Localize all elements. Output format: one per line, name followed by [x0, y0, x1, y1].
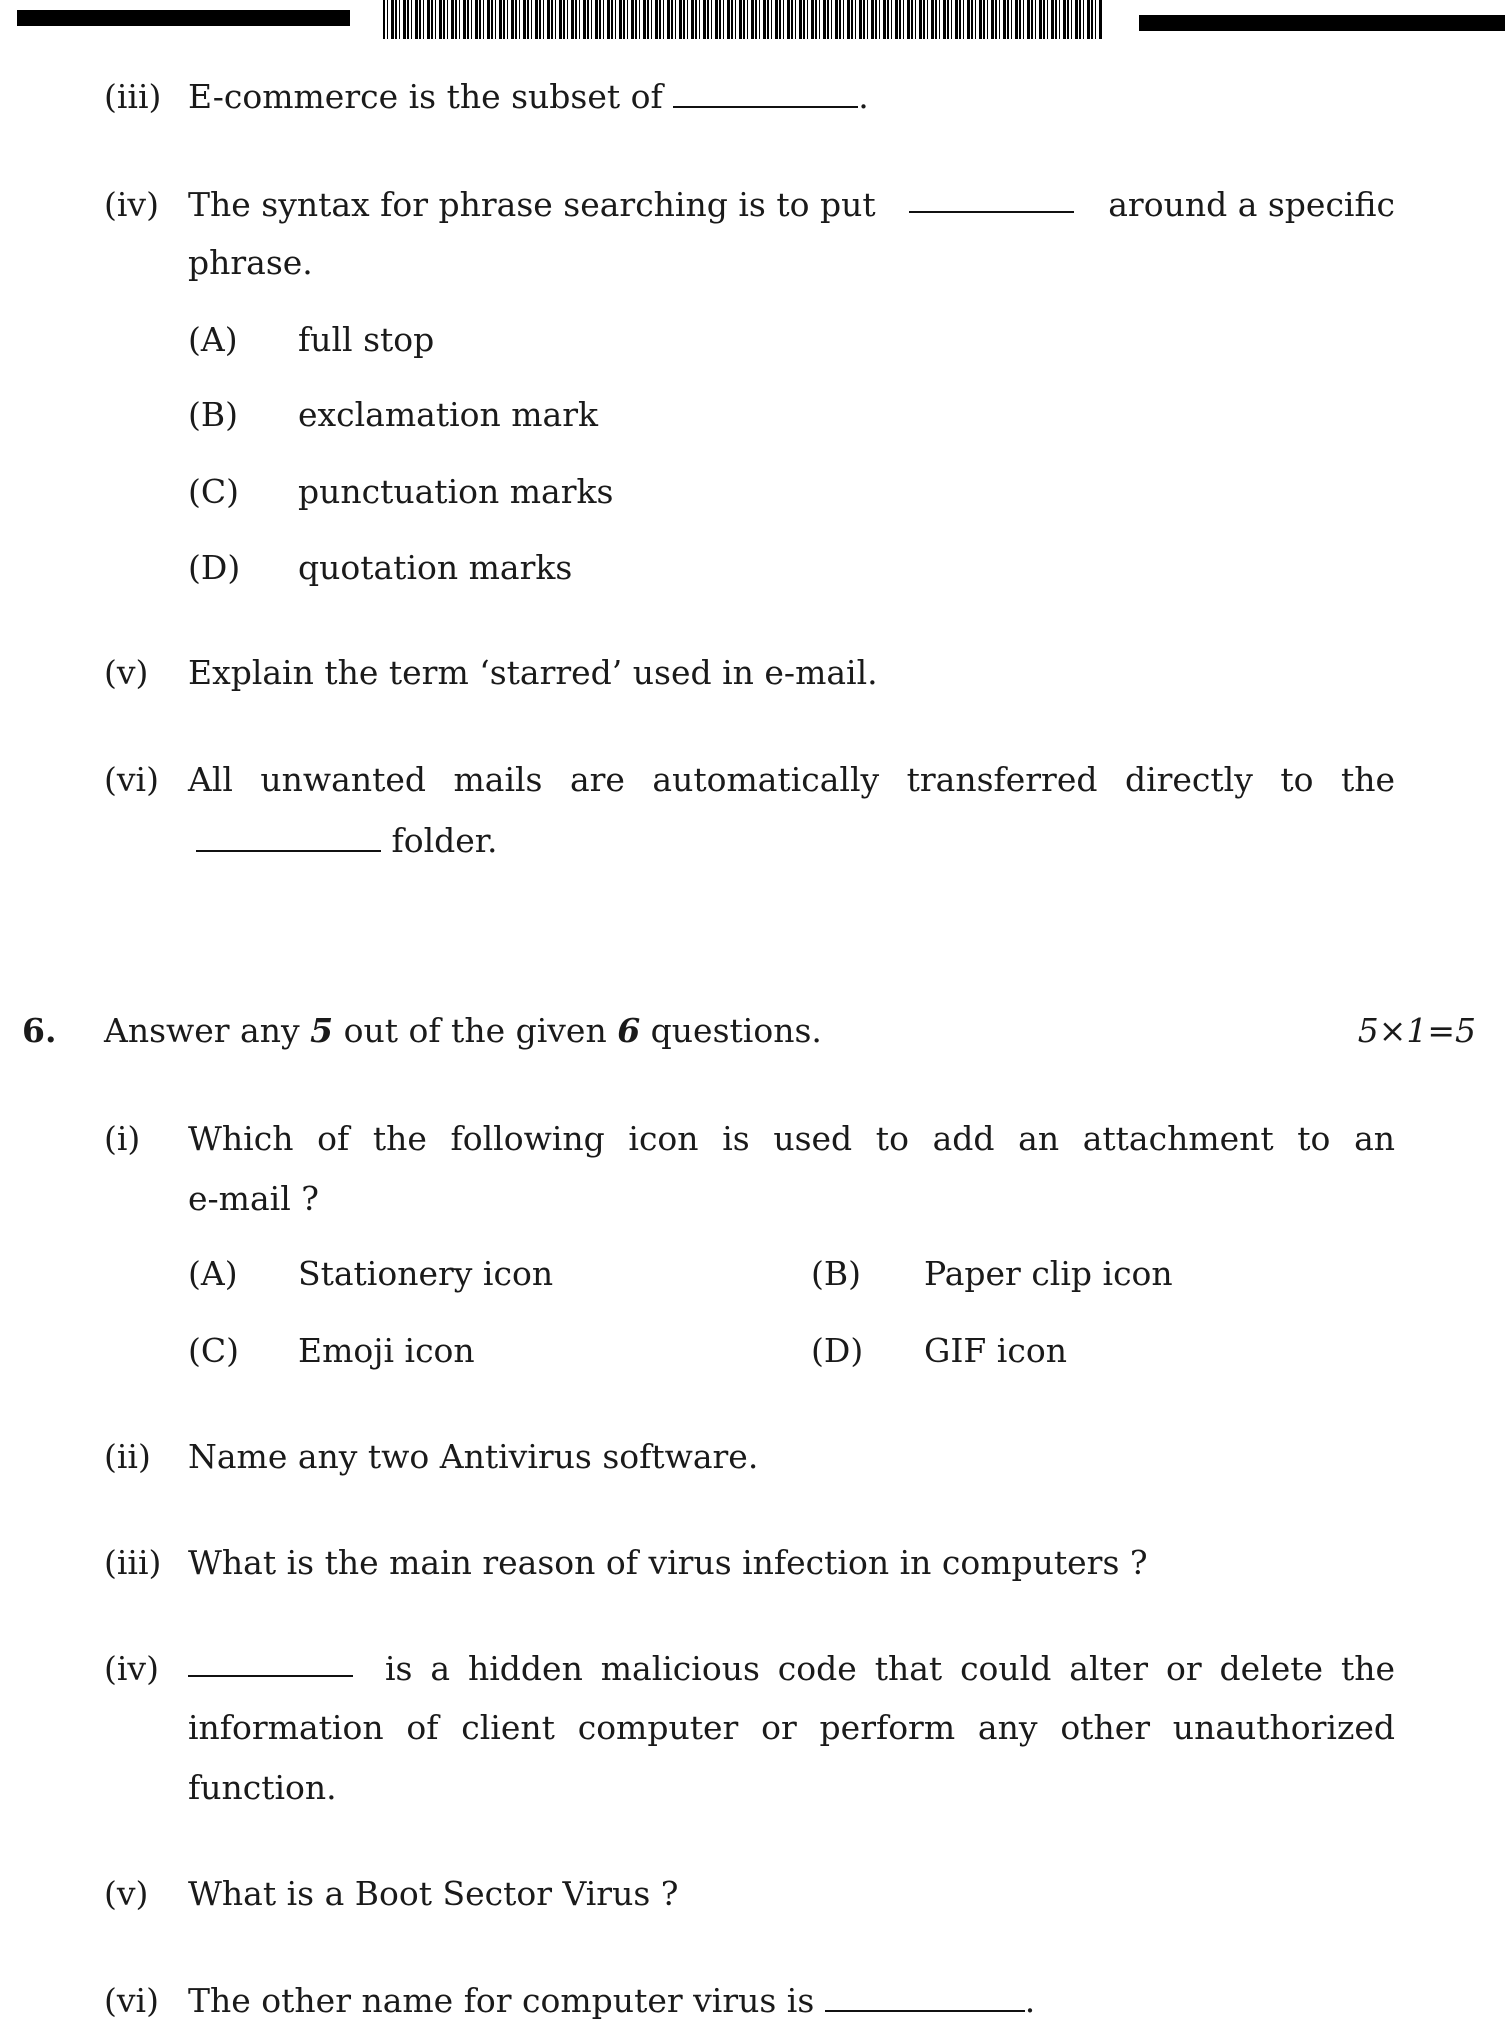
- q6-iv-line2: information of client computer or perform any other unauthorized: [188, 1708, 1395, 1747]
- q5-iv-line1: [188, 185, 1395, 225]
- option-text: GIF icon: [924, 1331, 1067, 1370]
- header-bar-left: [17, 10, 350, 26]
- answer-blank: [196, 824, 381, 852]
- option-text: quotation marks: [298, 548, 573, 587]
- q6-iv-num: (iv): [104, 1649, 159, 1688]
- q5-v-num: (v): [104, 653, 149, 692]
- option-text: exclamation mark: [298, 395, 598, 434]
- marks: 5×1=5: [1357, 1011, 1476, 1050]
- answer-blank: [909, 185, 1074, 213]
- q6-iv-stem-a: is a hidden malicious code that could alter or delete the: [385, 1649, 1395, 1688]
- q6-instr-b: out of the given: [343, 1011, 607, 1050]
- q5-v-text: Explain the term ‘starred’ used in e-mail.: [188, 653, 878, 692]
- q6-iii-num: (iii): [104, 1543, 162, 1582]
- q5-vi-line2: [196, 821, 497, 861]
- option-text: Paper clip icon: [924, 1254, 1173, 1293]
- q5-iv-stem-a: The syntax for phrase searching is to put: [188, 185, 876, 224]
- q6-vi-stem: The other name for computer virus is: [188, 1981, 815, 2020]
- answer-blank: [188, 1649, 353, 1677]
- barcode: [383, 0, 1103, 39]
- q6-iv-line1: [188, 1649, 1395, 1689]
- q6-i-num: (i): [104, 1119, 141, 1158]
- q6-instr-a: Answer any: [104, 1011, 300, 1050]
- q6-vi-num: (vi): [104, 1981, 159, 2020]
- option-text: Stationery icon: [298, 1254, 554, 1293]
- q5-iii-text: [188, 77, 869, 117]
- q6-iv-line3: function.: [188, 1768, 337, 1807]
- q6-instruction: [104, 1011, 822, 1051]
- q6-i-line1: Which of the following icon is used to add an attachment to an: [188, 1119, 1395, 1158]
- q5-iii-num: (iii): [104, 77, 162, 116]
- q5-iii-stem: E-commerce is the subset of: [188, 77, 663, 116]
- option-label: (A): [188, 1254, 238, 1293]
- option-label: (C): [188, 472, 239, 511]
- question-number: 6.: [22, 1011, 57, 1050]
- q6-i-line2: e-mail ?: [188, 1179, 319, 1218]
- option-text: Emoji icon: [298, 1331, 475, 1370]
- option-label: (D): [188, 548, 241, 587]
- q5-iv-num: (iv): [104, 185, 159, 224]
- header-bar-right: [1139, 15, 1505, 31]
- option-label: (B): [811, 1254, 861, 1293]
- option-label: (B): [188, 395, 238, 434]
- q5-vi-num: (vi): [104, 760, 159, 799]
- q5-iv-line2: phrase.: [188, 243, 313, 282]
- q5-iii-end: .: [858, 77, 869, 116]
- q5-vi-line1: All unwanted mails are automatically transferred directly to the: [188, 760, 1395, 799]
- q6-ii-text: Name any two Antivirus software.: [188, 1437, 759, 1476]
- answer-blank: [825, 1984, 1025, 2012]
- option-text: full stop: [298, 320, 435, 359]
- q6-vi-text: [188, 1981, 1035, 2021]
- option-label: (A): [188, 320, 238, 359]
- q5-iv-stem-b: around a specific: [1108, 185, 1395, 224]
- q6-n2: 6: [617, 1011, 641, 1050]
- q6-ii-num: (ii): [104, 1437, 151, 1476]
- q6-iii-text: What is the main reason of virus infection in computers ?: [188, 1543, 1148, 1582]
- answer-blank: [673, 80, 858, 108]
- q6-v-text: What is a Boot Sector Virus ?: [188, 1874, 679, 1913]
- q6-instr-c: questions.: [650, 1011, 822, 1050]
- q6-n1: 5: [310, 1011, 334, 1050]
- q5-vi-end: folder.: [391, 821, 498, 860]
- option-label: (D): [811, 1331, 864, 1370]
- option-label: (C): [188, 1331, 239, 1370]
- q6-vi-end: .: [1024, 1981, 1036, 2020]
- q6-v-num: (v): [104, 1874, 149, 1913]
- option-text: punctuation marks: [298, 472, 614, 511]
